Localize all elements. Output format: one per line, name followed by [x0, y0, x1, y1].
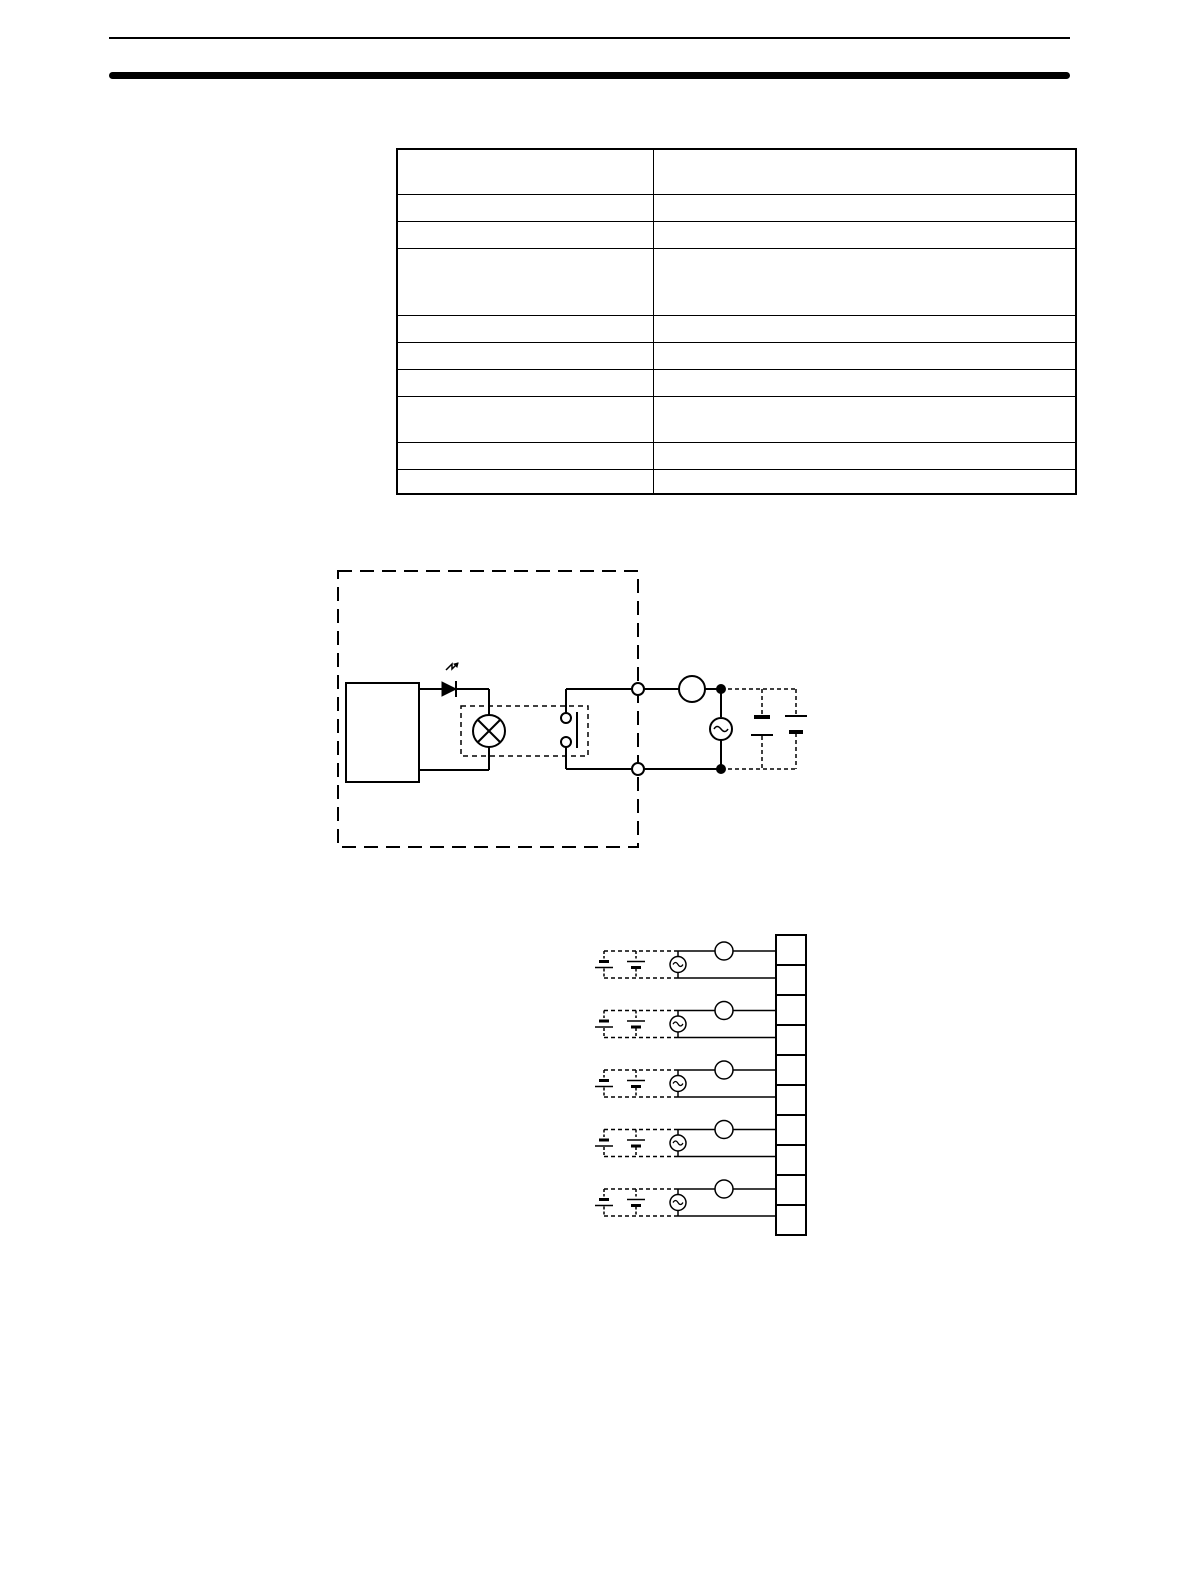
- internal-circuit-block: [346, 683, 419, 782]
- internal-circuit-diagram: [338, 571, 807, 847]
- load-icon: [715, 942, 733, 960]
- led-diode-icon: [442, 682, 456, 696]
- load-icon: [679, 676, 705, 702]
- terminal-wiring-diagram: [595, 935, 806, 1235]
- output-terminal-icon: [632, 683, 644, 695]
- relay-contact-icon: [561, 713, 571, 723]
- load-icon: [715, 1002, 733, 1020]
- relay-contact-icon: [561, 737, 571, 747]
- load-icon: [715, 1180, 733, 1198]
- load-icon: [715, 1061, 733, 1079]
- load-icon: [715, 1121, 733, 1139]
- dc-source-icon: [751, 716, 807, 735]
- output-terminal-icon: [632, 763, 644, 775]
